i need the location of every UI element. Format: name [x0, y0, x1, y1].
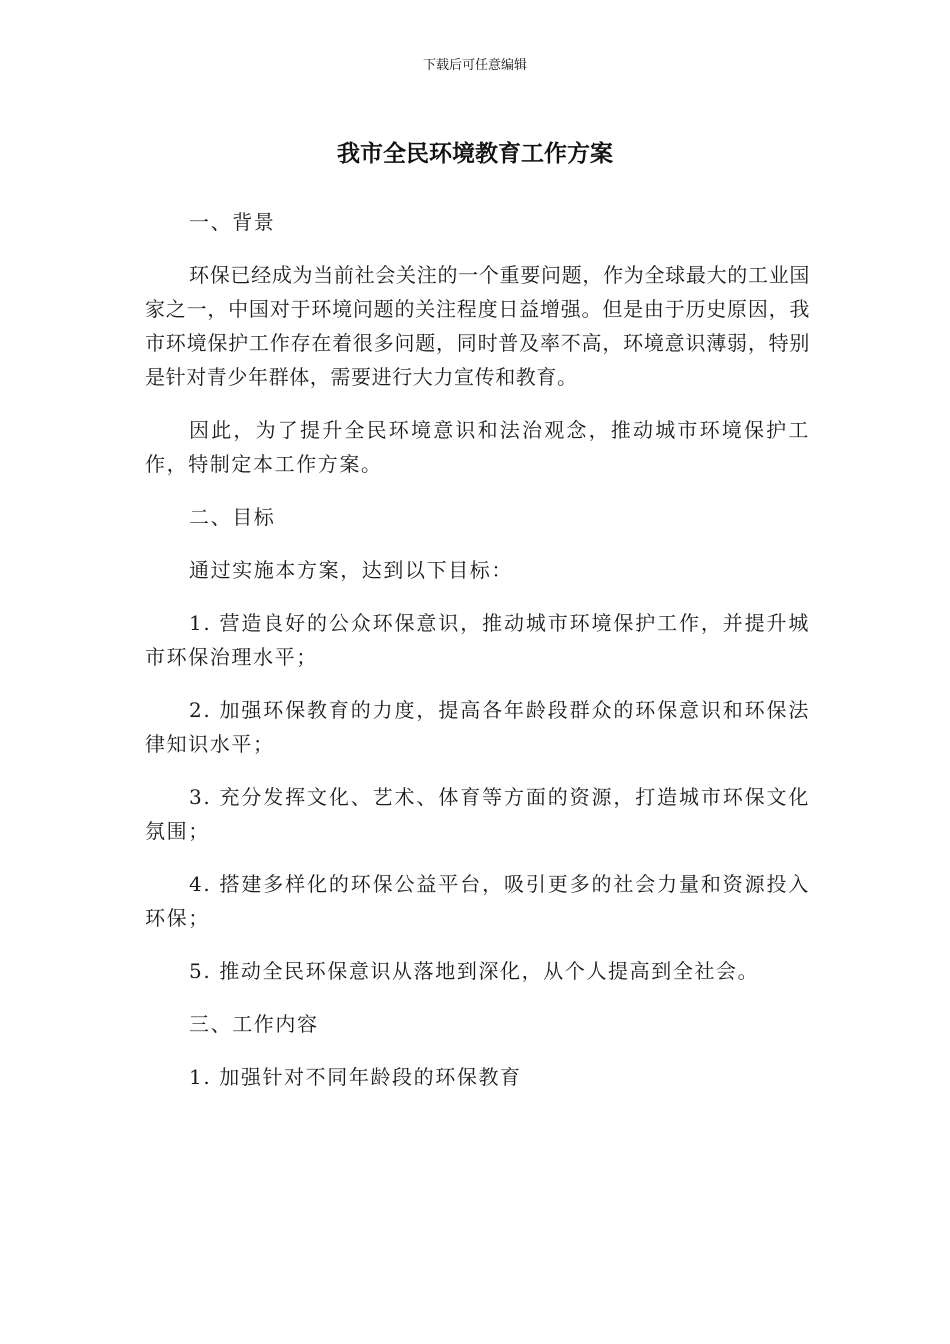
section-heading-work: 三、工作内容	[189, 1012, 319, 1036]
work-item-1: 1. 加强针对不同年龄段的环保教育	[189, 1065, 522, 1089]
document-body	[145, 205, 810, 1113]
document-title: 我市全民环境教育工作方案	[337, 141, 613, 167]
goal-item-5: 5. 推动全民环保意识从落地到深化，从个人提高到全社会。	[189, 959, 760, 983]
section-heading-background: 一、背景	[189, 210, 276, 234]
paragraph-goals-intro: 通过实施本方案，达到以下目标：	[189, 558, 513, 582]
goal-item-3: 3. 充分发挥文化、艺术、体育等方面的资源，打造城市环保文化氛围；	[145, 785, 810, 843]
header-note: 下载后可任意编辑	[422, 58, 527, 73]
paragraph-purpose: 因此，为了提升全民环境意识和法治观念，推动城市环境保护工作，特制定本工作方案。	[145, 418, 810, 476]
section-heading-goals: 二、目标	[189, 505, 276, 529]
goal-item-1: 1. 营造良好的公众环保意识，推动城市环境保护工作，并提升城市环保治理水平；	[145, 611, 810, 669]
paragraph-background: 环保已经成为当前社会关注的一个重要问题，作为全球最大的工业国家之一，中国对于环境问题的关注程度日益增强。但是由于历史原因，我市环境保护工作存在着很多问题，同时普及率不高，环境意识薄弱，特别是针对青少年群体，需要进行大力宣传和教育。	[145, 263, 810, 389]
goal-item-4: 4. 搭建多样化的环保公益平台，吸引更多的社会力量和资源投入环保；	[145, 872, 810, 930]
goal-item-2: 2. 加强环保教育的力度，提高各年龄段群众的环保意识和环保法律知识水平；	[145, 698, 810, 756]
